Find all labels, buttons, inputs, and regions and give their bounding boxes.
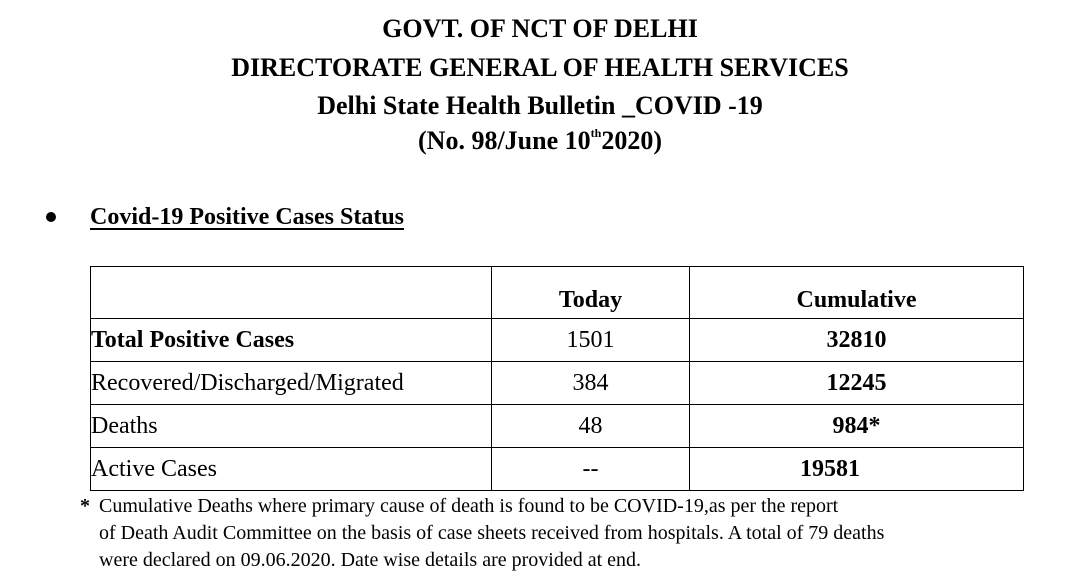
row-label-deaths: Deaths: [91, 405, 492, 448]
row-today-total-positive: 1501: [492, 319, 690, 362]
table-row: [91, 319, 1024, 362]
table-row: [91, 405, 1024, 448]
row-today-recovered: 384: [492, 362, 690, 405]
header-govt-line: GOVT. OF NCT OF DELHI: [382, 14, 698, 43]
bullet-icon: [46, 212, 56, 222]
table-row: [91, 362, 1024, 405]
row-label-total-positive: Total Positive Cases: [91, 319, 492, 362]
footnote-text: [99, 493, 884, 574]
row-label-recovered: Recovered/Discharged/Migrated: [91, 362, 492, 405]
row-cumulative-active: 19581: [690, 448, 1024, 491]
footnote-line: were declared on 09.06.2020. Date wise details are provided at end.: [99, 549, 642, 571]
row-label-active: Active Cases: [91, 448, 492, 491]
header-cell-label: [91, 267, 492, 319]
row-today-deaths: 48: [492, 405, 690, 448]
footnote-line: of Death Audit Committee on the basis of case sheets received from hospitals. A total of 79 deaths: [99, 522, 885, 544]
header-cell-cumulative: Cumulative: [690, 267, 1024, 319]
row-cumulative-recovered: 12245: [690, 362, 1024, 405]
footnote-line: Cumulative Deaths where primary cause of death is found to be COVID-19,as per the report: [99, 495, 839, 517]
footnote-marker: *: [80, 495, 90, 517]
bulletin-title: Delhi State Health Bulletin _COVID -19: [317, 91, 763, 120]
row-cumulative-deaths: 984*: [690, 405, 1024, 448]
row-today-active: --: [492, 448, 690, 491]
bulletin-year-suffix: 2020): [601, 126, 662, 155]
bulletin-number-date: [0, 128, 1080, 154]
header-cell-today: Today: [492, 267, 690, 319]
cases-status-table: [90, 266, 1024, 491]
header-directorate-line: DIRECTORATE GENERAL OF HEALTH SERVICES: [231, 53, 849, 82]
row-cumulative-total-positive: 32810: [690, 319, 1024, 362]
table-row: [91, 448, 1024, 491]
section-title: Covid-19 Positive Cases Status: [90, 204, 405, 230]
bulletin-number-prefix: (No. 98/June 10: [418, 126, 591, 155]
date-ordinal-suffix: th: [590, 126, 602, 140]
table-header-row: [91, 267, 1024, 319]
